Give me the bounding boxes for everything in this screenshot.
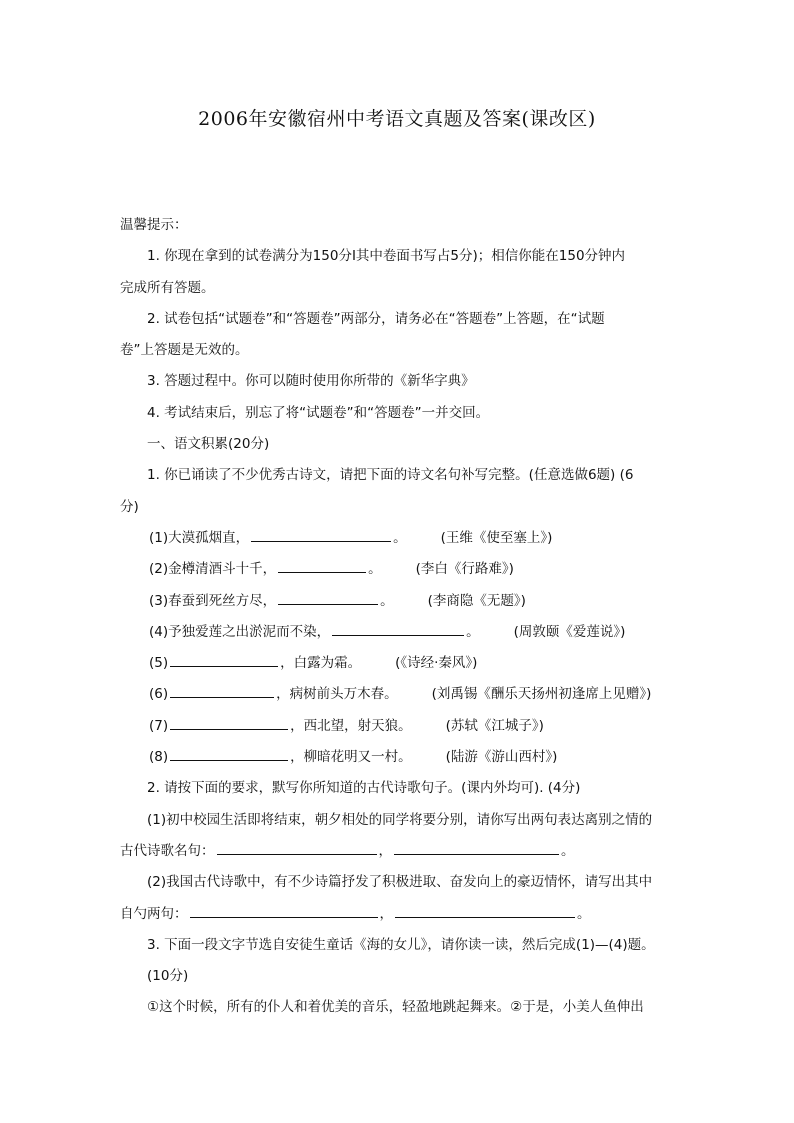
answer-blank[interactable] — [217, 839, 377, 855]
answer-prefix: 古代诗歌名句： — [120, 842, 215, 859]
tip-line: 完成所有答题。 — [120, 279, 215, 296]
document-title: 2006年安徽宿州中考语文真题及答案(课改区) — [198, 108, 596, 130]
poem-source: (王维《使至塞上》) — [440, 529, 553, 546]
answer-blank[interactable] — [332, 620, 464, 636]
answer-blank[interactable] — [395, 902, 575, 918]
poem-post: ，柳暗花明又一村。 — [290, 749, 412, 766]
poem-item — [120, 557, 680, 588]
poem-item — [120, 682, 680, 713]
poem-pre: (8) — [149, 749, 169, 766]
poem-pre: (6) — [149, 686, 169, 703]
question-2-prompt: 2. 请按下面的要求，默写你所知道的古代诗歌句子。(课内外均可). (4分) — [147, 780, 581, 797]
poem-post: ，西北望，射天狼。 — [290, 717, 412, 734]
tip-line: 2. 试卷包括“试题卷”和“答题卷”两部分，请务必在“答题卷”上答题，在“试题 — [147, 310, 605, 327]
poem-post: 。 — [393, 529, 407, 546]
answer-blank[interactable] — [278, 557, 366, 573]
poem-source: (李商隐《无题》) — [427, 592, 526, 609]
poem-source: (苏轼《江城子》) — [445, 717, 544, 734]
answer-blank[interactable] — [190, 902, 378, 918]
answer-blank[interactable] — [251, 526, 391, 542]
poem-pre: (5) — [149, 655, 169, 672]
poem-source: (李白《行路难》) — [415, 561, 514, 578]
comma: ， — [379, 905, 393, 922]
poem-pre: (4)予独爱莲之出淤泥而不染， — [149, 623, 331, 640]
poem-post: 。 — [380, 592, 394, 609]
poem-item — [120, 651, 680, 682]
question-3-prompt: 3. 下面一段文字节选自安徒生童话《海的女儿》，请你读一读，然后完成(1)—(4)题。 — [147, 936, 655, 953]
tip-line: 4. 考试结束后，别忘了将“试题卷”和“答题卷”一并交回。 — [147, 404, 490, 421]
answer-prefix: 自勺两句： — [120, 905, 188, 922]
poem-post: 。 — [466, 623, 480, 640]
poem-item — [120, 745, 680, 776]
question-2-1-answer — [120, 839, 680, 870]
period: 。 — [561, 842, 575, 859]
poem-pre: (2)金樽清酒斗十千， — [149, 561, 277, 578]
tip-line: 卷”上答题是无效的。 — [120, 342, 249, 359]
poem-item — [120, 620, 680, 651]
question-1-prompt: 1. 你已诵读了不少优秀古诗文，请把下面的诗文名句补写完整。(任意选做6题) (6 — [147, 467, 634, 484]
tip-line: 3. 答题过程中。你可以随时使用你所带的《新华字典》 — [147, 373, 475, 390]
answer-blank[interactable] — [170, 714, 288, 730]
answer-blank[interactable] — [170, 682, 274, 698]
poem-item — [120, 714, 680, 745]
tips-heading: 温馨提示： — [120, 217, 188, 233]
answer-blank[interactable] — [170, 745, 288, 761]
question-3-points: (10分) — [147, 968, 189, 985]
passage-line: ①这个时候，所有的仆人和着优美的音乐，轻盈地跳起舞来。②于是，小美人鱼伸出 — [147, 999, 644, 1016]
answer-blank[interactable] — [170, 651, 278, 667]
section-heading: 一、语文积累(20分) — [147, 436, 270, 453]
poem-pre: (3)春蚕到死丝方尽， — [149, 592, 277, 609]
question-1-prompt-cont: 分) — [120, 498, 139, 515]
poem-item — [120, 589, 680, 620]
question-2-2-answer — [120, 902, 680, 933]
poem-source: (刘禹锡《酬乐天扬州初逢席上见赠》) — [431, 686, 652, 703]
poem-post: ，白露为霜。 — [280, 655, 362, 672]
poem-post: ，病树前头万木春。 — [276, 686, 398, 703]
poem-source: (陆游《游山西村》) — [445, 749, 558, 766]
poem-pre: (1)大漠孤烟直， — [149, 529, 250, 546]
poem-source: (周敦颐《爱莲说》) — [513, 623, 626, 640]
document-body — [120, 213, 680, 1027]
question-2-1: (1)初中校园生活即将结束，朝夕相处的同学将要分别，请你写出两句表达离别之情的 — [147, 811, 653, 828]
answer-blank[interactable] — [278, 589, 378, 605]
question-2-2: (2)我国古代诗歌中，有不少诗篇抒发了积极进取、奋发向上的豪迈情怀，请写出其中 — [147, 874, 653, 891]
poem-item — [120, 526, 680, 557]
comma: ， — [378, 842, 392, 859]
tip-line: 1. 你现在拿到的试卷满分为150分I其中卷面书写占5分)；相信你能在150分钟内 — [147, 248, 626, 265]
poem-pre: (7) — [149, 717, 169, 734]
poem-source: (《诗经·秦风》) — [395, 655, 478, 672]
answer-blank[interactable] — [394, 839, 559, 855]
period: 。 — [577, 905, 591, 922]
poem-post: 。 — [368, 561, 382, 578]
